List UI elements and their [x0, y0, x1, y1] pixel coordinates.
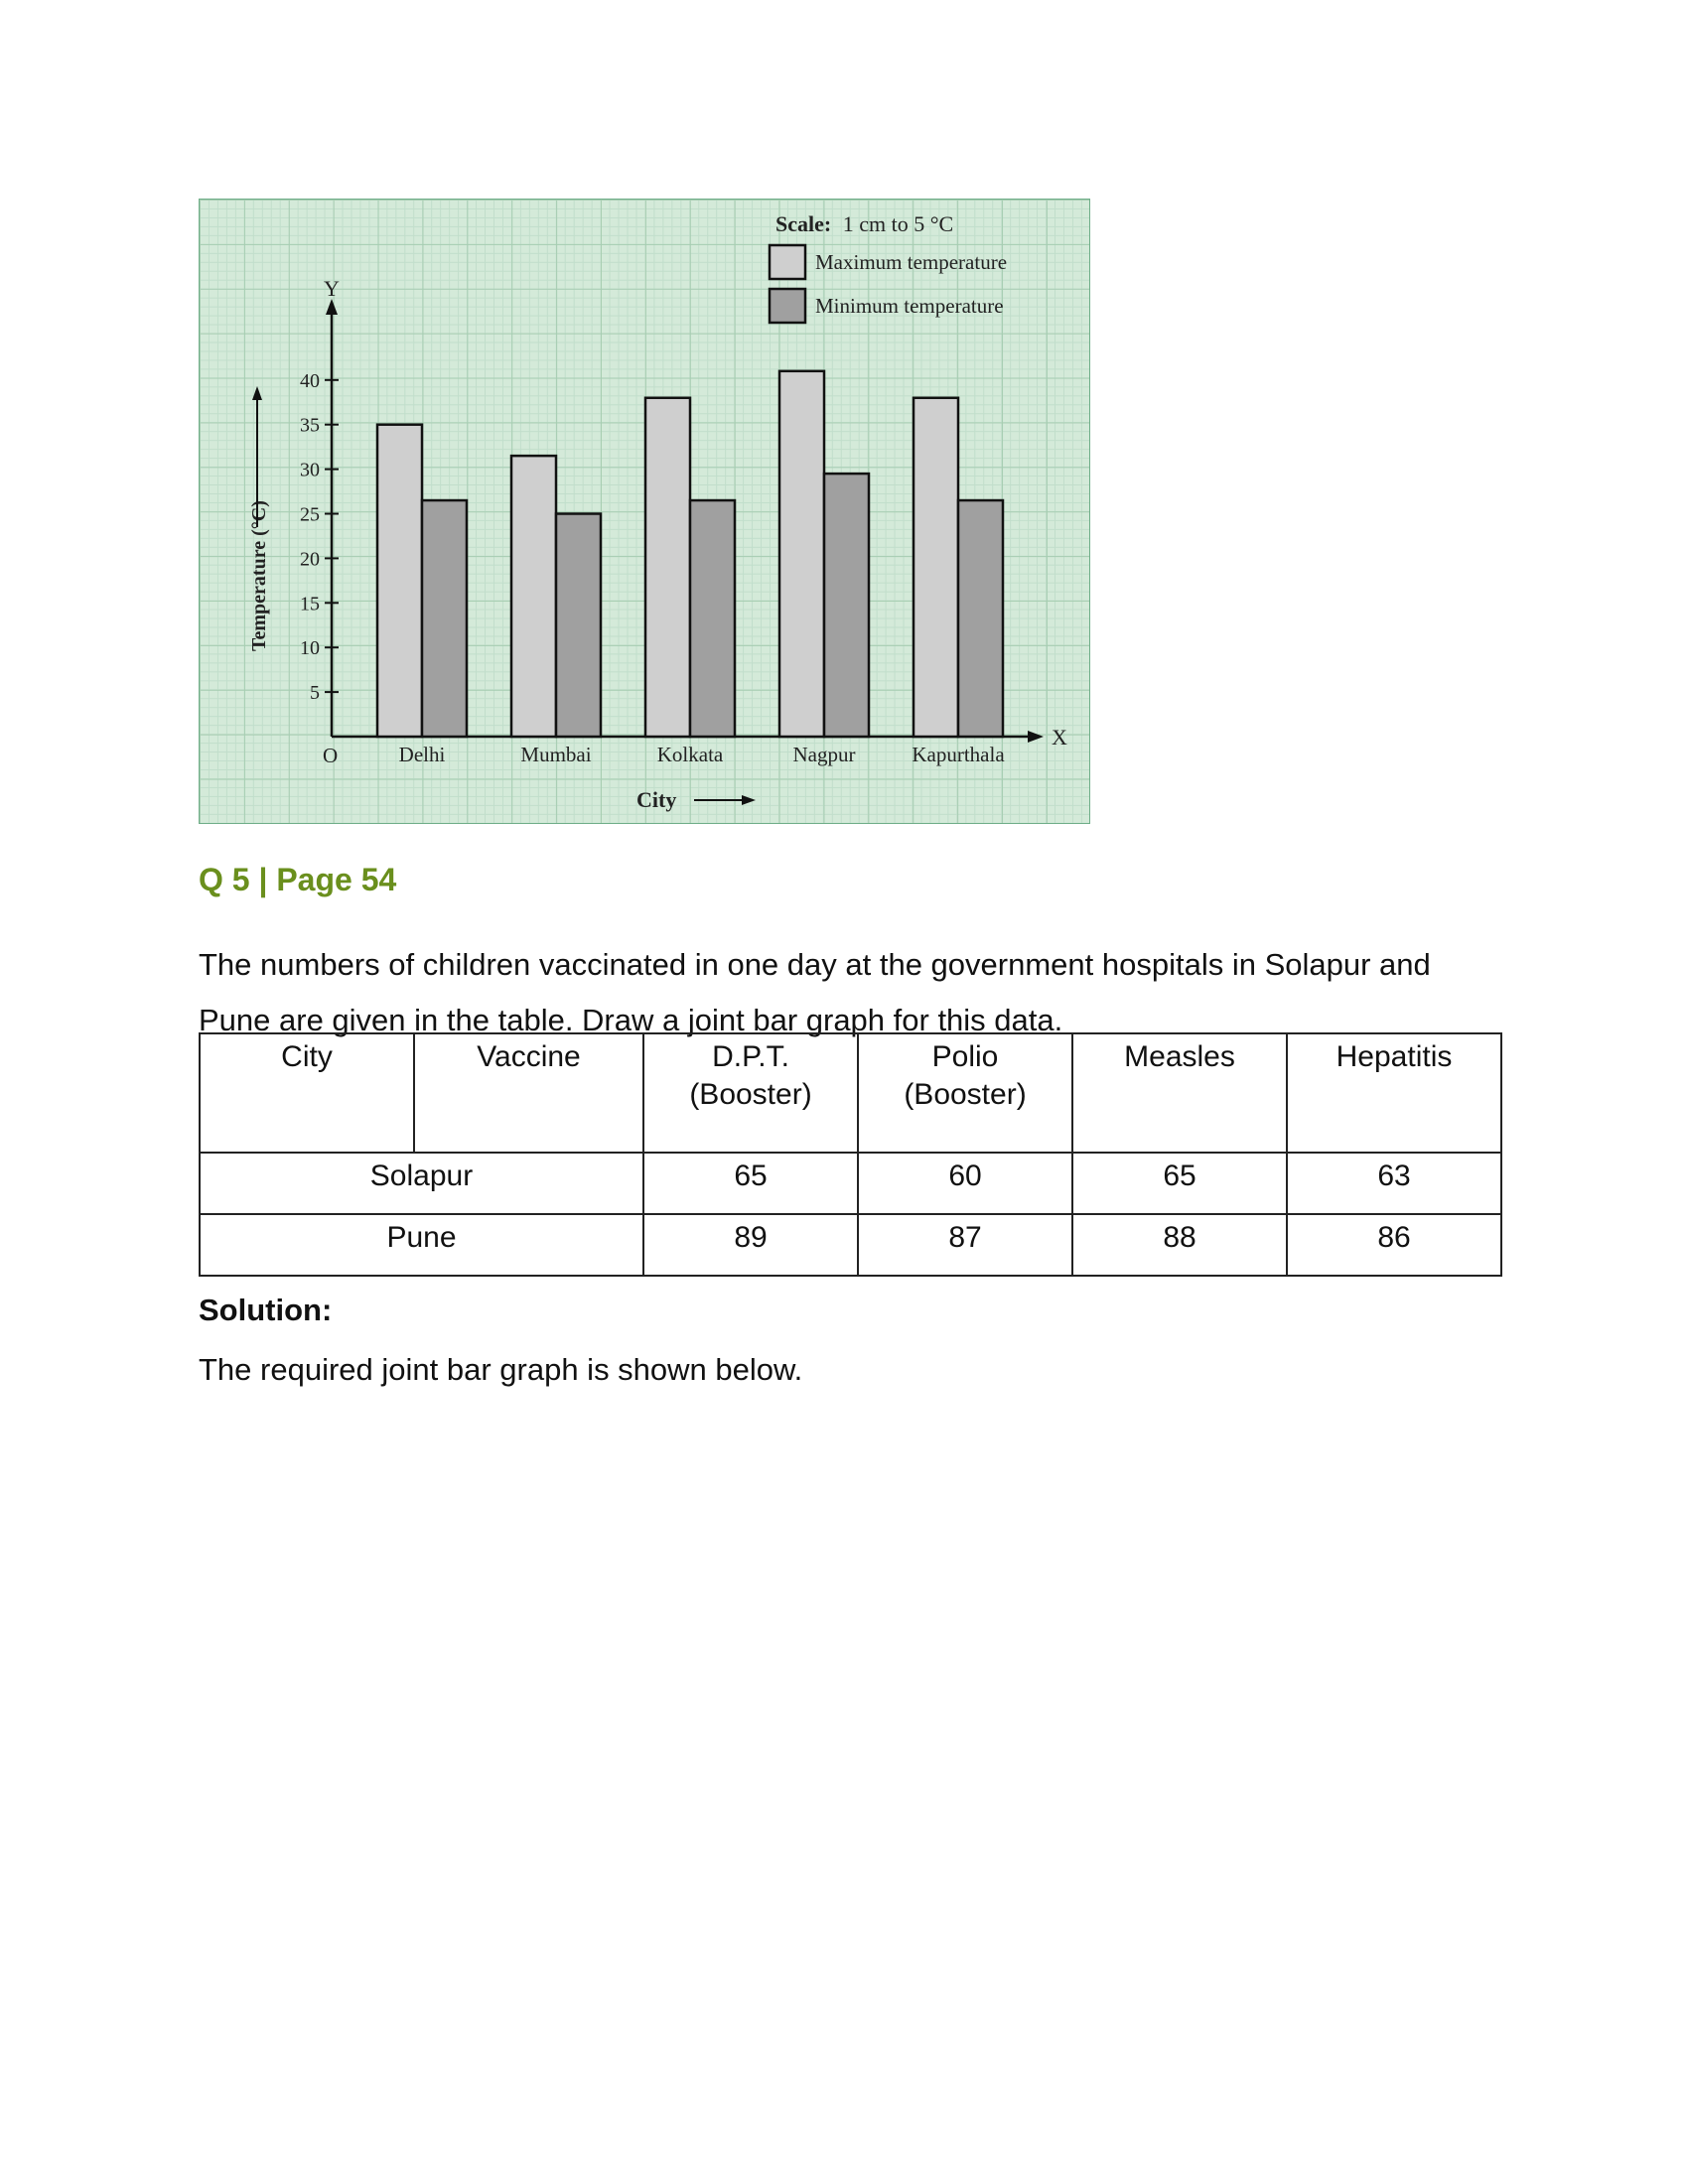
x-category-label: Kolkata: [656, 743, 724, 766]
y-tick-label: 15: [300, 593, 320, 615]
question-heading: Q 5 | Page 54: [199, 862, 397, 897]
bar-min: [958, 500, 1003, 737]
legend-label-min: Minimum temperature: [815, 294, 1004, 318]
table-row: [200, 1214, 1501, 1276]
x-axis-letter: X: [1052, 725, 1067, 750]
table-cell: 88: [1072, 1214, 1287, 1276]
bar-max: [645, 398, 690, 737]
legend-swatch-max: [770, 245, 805, 279]
x-axis-arrow: [1028, 731, 1044, 743]
temperature-bar-chart: [199, 199, 1090, 824]
bar-max: [511, 456, 556, 737]
y-tick-label: 40: [300, 369, 320, 392]
x-axis-title: City: [636, 787, 677, 812]
y-title-arrow-head: [252, 386, 262, 400]
vaccination-table: [199, 1032, 1502, 1277]
header-polio: [858, 1033, 1072, 1153]
origin-label: O: [323, 744, 339, 767]
scale-label: [775, 211, 953, 236]
y-tick-label: 35: [300, 414, 320, 437]
x-category-label: Kapurthala: [912, 743, 1005, 766]
table-cell: 65: [643, 1153, 858, 1214]
bar-max: [779, 371, 824, 737]
header-dpt: [643, 1033, 858, 1153]
bar-min: [556, 514, 601, 738]
header-vaccine: Vaccine: [414, 1033, 643, 1153]
y-tick-label: 10: [300, 637, 320, 660]
bar-min: [690, 500, 735, 737]
y-tick-label: 5: [310, 682, 320, 705]
y-axis-arrow: [326, 299, 338, 315]
x-title-arrow-head: [742, 795, 756, 805]
y-axis-letter: Y: [324, 276, 340, 301]
header-polio-line2: (Booster): [904, 1078, 1027, 1111]
row-city: Pune: [200, 1214, 643, 1276]
y-tick-label: 30: [300, 459, 320, 481]
header-dpt-line2: (Booster): [689, 1078, 812, 1111]
table-cell: 65: [1072, 1153, 1287, 1214]
solution-text: The required joint bar graph is shown below.: [199, 1352, 803, 1387]
table-header-row: [200, 1033, 1501, 1153]
solution-label: Solution:: [199, 1293, 333, 1327]
table-cell: 60: [858, 1153, 1072, 1214]
bar-min: [422, 500, 467, 737]
header-dpt-line1: D.P.T.: [712, 1040, 789, 1073]
header-measles: Measles: [1072, 1033, 1287, 1153]
bar-max: [914, 398, 958, 737]
x-category-label: Delhi: [398, 743, 446, 766]
chart-canvas: [200, 200, 1090, 824]
table-row: [200, 1153, 1501, 1214]
x-category-label: Mumbai: [520, 743, 592, 766]
question-text: The numbers of children vaccinated in one day at the government hospitals in Solapur and Pune are given in the table. Draw a joint bar graph for this data.: [199, 947, 1431, 1037]
legend-swatch-min: [770, 289, 805, 323]
table-cell: 87: [858, 1214, 1072, 1276]
y-tick-label: 25: [300, 503, 320, 526]
y-axis-title: Temperature (°C): [248, 500, 270, 651]
bar-max: [377, 425, 422, 737]
legend-label-max: Maximum temperature: [815, 250, 1008, 274]
x-category-label: Nagpur: [792, 743, 856, 766]
table-cell: 89: [643, 1214, 858, 1276]
scale-label-value: 1 cm to 5 °C: [842, 211, 954, 236]
table-cell: 63: [1287, 1153, 1501, 1214]
header-polio-line1: Polio: [931, 1040, 999, 1073]
scale-label-bold: Scale:: [775, 211, 832, 236]
bar-min: [824, 474, 869, 737]
header-hepatitis: Hepatitis: [1287, 1033, 1501, 1153]
header-city: City: [200, 1033, 414, 1153]
y-tick-label: 20: [300, 548, 320, 571]
row-city: Solapur: [200, 1153, 643, 1214]
table-cell: 86: [1287, 1214, 1501, 1276]
